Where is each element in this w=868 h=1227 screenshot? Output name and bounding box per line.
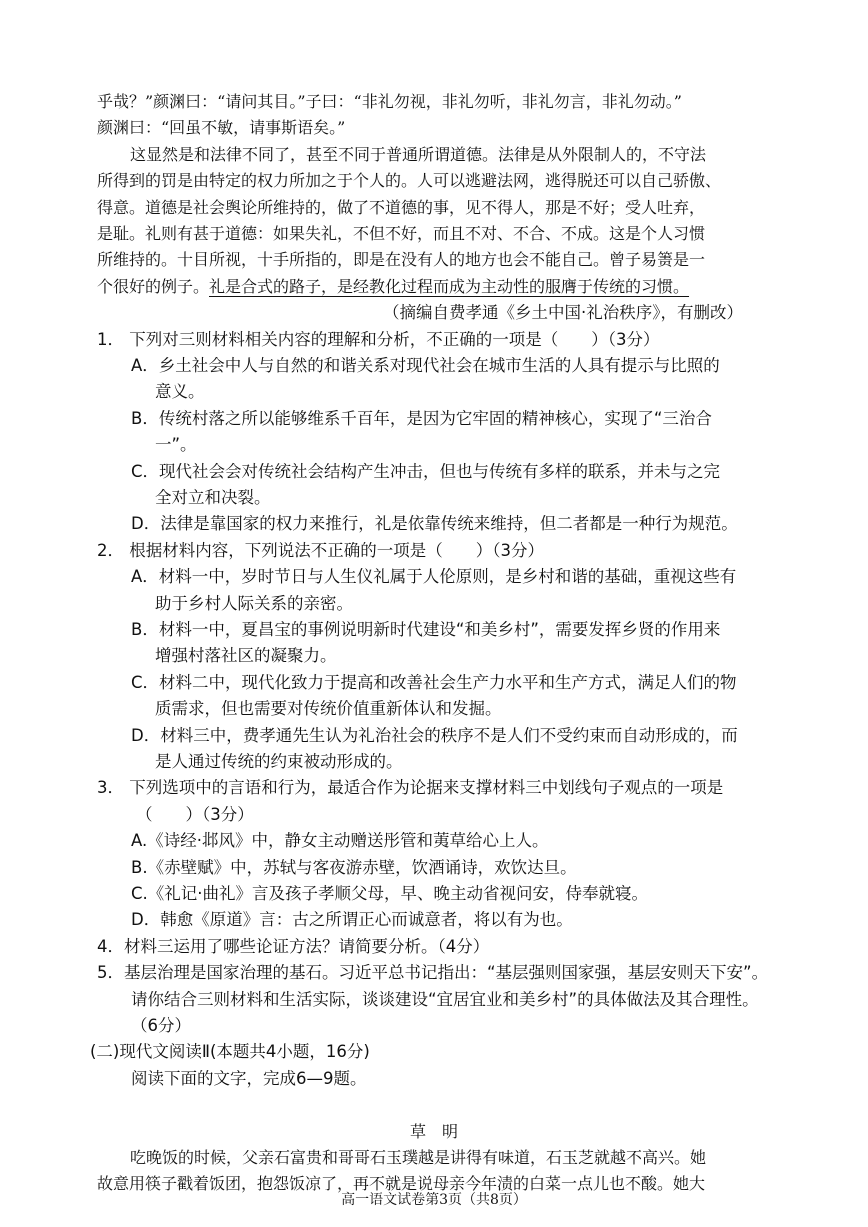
q2-option-a: A．材料一中，岁时节日与人生仪礼属于人伦原则，是乡村和谐的基础，重视这些有 xyxy=(131,567,737,587)
q2-option-d-cont: 是人通过传统的约束被动形成的。 xyxy=(155,752,403,771)
q1-option-a-cont: 意义。 xyxy=(155,382,205,402)
q2-option-c: C．材料二中，现代化致力于提高和改善社会生产力水平和生产方式，满足人们的物 xyxy=(131,672,737,692)
question-3-stem: 3． 下列选项中的言语和行为，最适合作为论据来支撑材料三中划线句子观点的一项是 xyxy=(97,778,724,798)
question-5-stem: 5．基层治理是国家治理的基石。习近平总书记指出：“基层强则国家强，基层安则天下安”。 xyxy=(97,963,769,983)
source-citation: （摘编自费孝通《乡土中国·礼治秩序》，有删改） xyxy=(383,303,743,323)
q2-option-a-cont: 助于乡村人际关系的亲密。 xyxy=(155,593,353,613)
question-3-stem-cont: （ ）（3分） xyxy=(136,804,254,824)
section-instruction: 阅读下面的文字，完成6—9题。 xyxy=(131,1068,367,1088)
q3-option-a: A.《诗经·邶风》中，静女主动赠送彤管和荑草给心上人。 xyxy=(131,831,549,851)
q3-option-d: D．韩愈《原道》言：古之所谓正心而诚意者，将以有为也。 xyxy=(131,910,573,930)
question-5-score: （6分） xyxy=(131,1016,191,1035)
story-author: 草 明 xyxy=(409,1121,458,1141)
underlined-key-sentence: 礼是合式的路子，是经教化过程而成为主动性的服膺于传统的习惯。 xyxy=(209,276,690,296)
material3-paragraph-line: 是耻。礼则有甚于道德：如果失礼，不但不好，而且不对、不合、不成。这是个人习惯 xyxy=(97,224,706,243)
material3-line: 乎哉？”颜渊曰：“请问其目。”子曰：“非礼勿视，非礼勿听，非礼勿言，非礼勿动。” xyxy=(97,92,682,111)
material3-paragraph-line: 所维持的。十目所视，十手所指的，即是在没有人的地方也会不能自己。曾子易箦是一 xyxy=(97,250,706,270)
page-footer: 高一语文试卷第3页（共8页） xyxy=(341,1192,527,1208)
material3-paragraph-line xyxy=(97,277,689,297)
q3-option-b: B.《赤壁赋》中，苏轼与客夜游赤壁，饮酒诵诗，欢饮达旦。 xyxy=(131,857,577,877)
q1-option-c-cont: 全对立和决裂。 xyxy=(155,488,271,507)
q1-option-a: A．乡土社会中人与自然的和谐关系对现代社会在城市生活的人具有提示与比照的 xyxy=(131,356,720,375)
question-1-stem: 1． 下列对三则材料相关内容的理解和分析，不正确的一项是（ ）（3分） xyxy=(97,329,660,349)
q2-option-b: B．材料一中，夏昌宝的事例说明新时代建设“和美乡村”，需要发挥乡贤的作用来 xyxy=(131,620,721,639)
material3-paragraph-line: 所得到的罚是由特定的权力所加之于个人的。人可以逃避法网，逃得脱还可以自己骄傲、 xyxy=(97,171,722,191)
material3-paragraph-line: 这显然是和法律不同了，甚至不同于普通所谓道德。法律是从外限制人的，不守法 xyxy=(130,144,707,164)
q2-option-d: D．材料三中，费孝通先生认为礼治社会的秩序不是人们不受约束而自动形成的，而 xyxy=(131,725,738,745)
question-4: 4．材料三运用了哪些论证方法？请简要分析。（4分） xyxy=(97,936,490,956)
q3-option-c: C.《礼记·曲礼》言及孩子孝顺父母，早、晚主动省视问安，侍奉就寝。 xyxy=(131,884,649,903)
q1-option-b: B．传统村落之所以能够维系千百年，是因为它牢固的精神核心，实现了“三治合 xyxy=(131,408,712,428)
material3-line: 颜渊曰：“回虽不敏，请事斯语矣。” xyxy=(97,118,346,138)
section-heading: (二)现代文阅读Ⅱ(本题共4小题，16分) xyxy=(90,1042,370,1062)
question-2-stem: 2． 根据材料内容，下列说法不正确的一项是（ ）（3分） xyxy=(97,540,544,560)
plain-text: 个很好的例子。 xyxy=(97,276,210,296)
question-5-stem-cont: 请你结合三则材料和生活实际，谈谈建设“宜居宜业和美乡村”的具体做法及其合理性。 xyxy=(131,989,759,1009)
q1-option-b-cont: 一”。 xyxy=(155,435,197,455)
story-paragraph-line: 吃晚饭的时候，父亲石富贵和哥哥石玉璞越是讲得有味道，石玉芝就越不高兴。她 xyxy=(130,1148,707,1167)
material3-paragraph-line: 得意。道德是社会舆论所维持的，做了不道德的事，见不得人，那是不好；受人吐弃， xyxy=(97,197,706,217)
q1-option-d: D．法律是靠国家的权力来推行，礼是依靠传统来维持，但二者都是一种行为规范。 xyxy=(131,514,738,534)
q1-option-c: C．现代社会会对传统社会结构产生冲击，但也与传统有多样的联系，并未与之完 xyxy=(131,461,721,481)
q2-option-c-cont: 质需求，但也需要对传统价值重新体认和发掘。 xyxy=(155,699,502,719)
q2-option-b-cont: 增强村落社区的凝聚力。 xyxy=(155,646,337,666)
story-paragraph-line: 故意用筷子戳着饭团，抱怨饭凉了，再不就是说母亲今年渍的白菜一点儿也不酸。她大 xyxy=(97,1174,706,1194)
